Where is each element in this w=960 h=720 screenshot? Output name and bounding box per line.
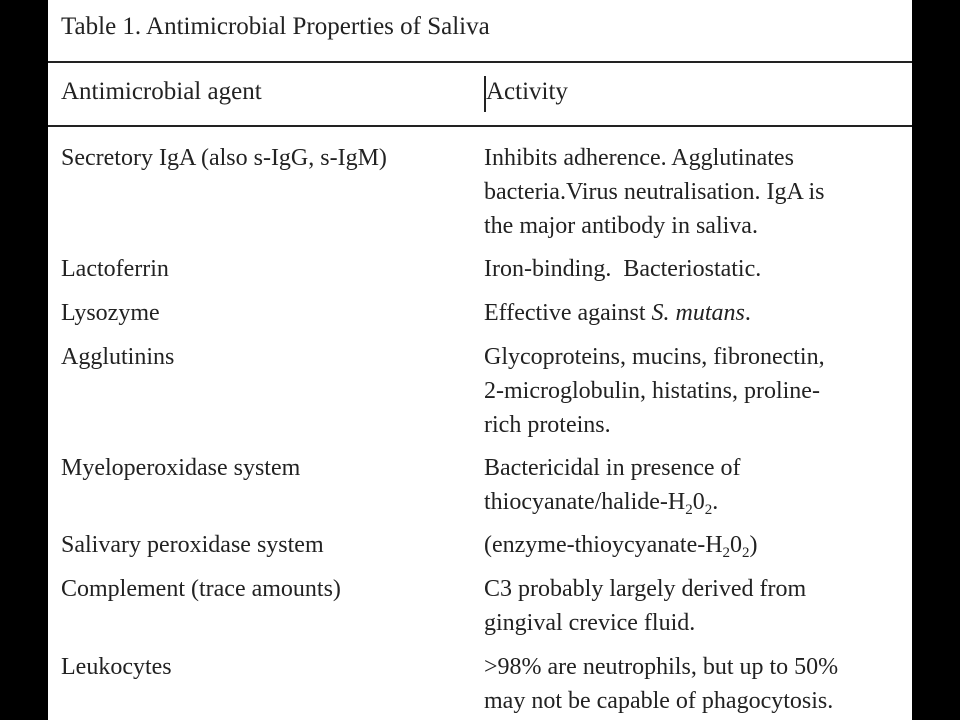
row-agent-leukocytes: Leukocytes (61, 654, 172, 680)
row-activity-lactoferrin: Iron-binding. Bacteriostatic. (484, 256, 762, 282)
row-agent-complement: Complement (trace amounts) (61, 576, 341, 602)
row-activity-salivary-peroxidase: $(enzyme-thioycyanate-H_20_2)$ (484, 532, 758, 561)
row-activity-secretory-iga: Inhibits adherence. Agglutinates bacteria.Virus neutralisation. IgA is the major antibody in saliva. (484, 145, 825, 239)
row-activity-leukocytes: >98% are neutrophils, but up to 50% may not be capable of phagocytosis. (484, 654, 839, 714)
header-activity: Activity (486, 78, 568, 105)
row-agent-lactoferrin: Lactoferrin (61, 256, 169, 282)
row-agent-myeloperoxidase: Myeloperoxidase system (61, 455, 301, 481)
row-agent-lysozyme: Lysozyme (61, 300, 160, 326)
top-rule (48, 61, 912, 63)
row-activity-agglutinins: Glycoproteins, mucins, fibronectin, 2-microglobulin, histatins, proline- rich proteins. (484, 344, 825, 438)
row-agent-salivary-peroxidase: Salivary peroxidase system (61, 532, 324, 558)
table-title: Table 1. Antimicrobial Properties of Saliva (61, 13, 490, 40)
row-activity-myeloperoxidase: Bactericidal in presence of thiocyanate/$halide-H_20_2$. (484, 455, 741, 518)
row-activity-lysozyme: Effective against S. mutans. (484, 300, 751, 326)
row-agent-secretory-iga: Secretory IgA (also s-IgG, s-IgM) (61, 145, 387, 171)
slide (48, 0, 912, 720)
row-activity-complement: C3 probably largely derived from gingival crevice fluid. (484, 576, 807, 636)
header-agent: Antimicrobial agent (61, 78, 262, 105)
row-agent-agglutinins: Agglutinins (61, 344, 175, 370)
header-rule (48, 125, 912, 127)
